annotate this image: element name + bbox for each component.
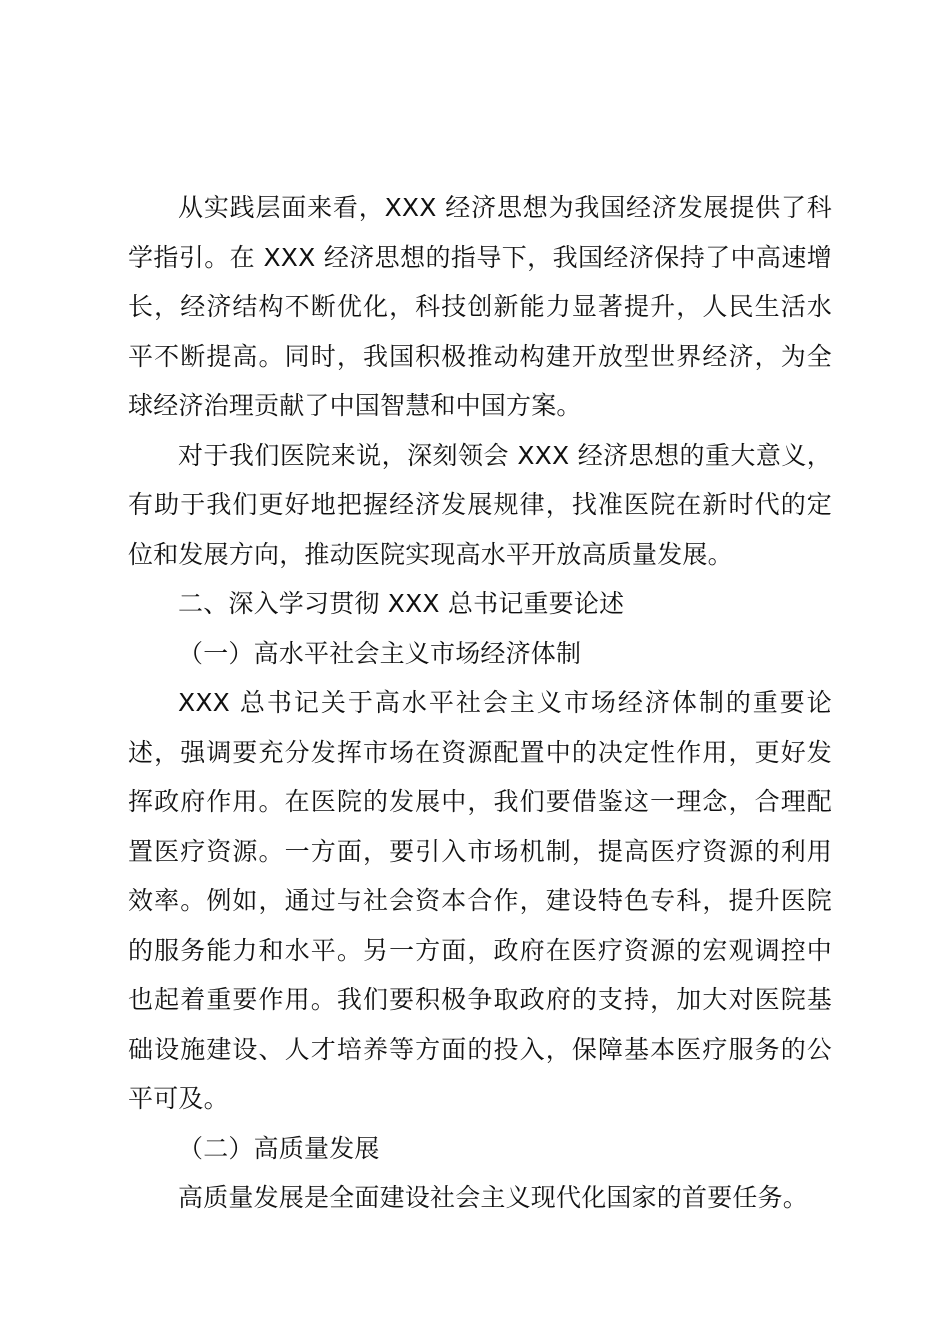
paragraph-hospital-significance: 对于我们医院来说，深刻领会 XXX 经济思想的重大意义，有助于我们更好地把握经济发展规律，找准医院在新时代的定位和发展方向，推动医院实现高水平开放高质量发展。 <box>128 440 832 569</box>
paragraph-market-economy: XXX 总书记关于高水平社会主义市场经济体制的重要论述，强调要充分发挥市场在资源配置中的决定性作用，更好发挥政府作用。在医院的发展中，我们要借鉴这一理念，合理配置医疗资源。一方面，要引入市场机制，提高医疗资源的利用效率。例如，通过与社会资本合作，建设特色专科，提升医院的服务能力和水平。另一方面，政府在医疗资源的宏观调控中也起着重要作用。我们要积极争取政府的支持，加大对医院基础设施建设、人才培养等方面的投入，保障基本医疗服务的公平可及。 <box>128 688 832 1113</box>
subsection-heading-2: （二）高质量发展 <box>178 1133 380 1163</box>
document-body <box>128 183 832 1223</box>
paragraph-high-quality: 高质量发展是全面建设社会主义现代化国家的首要任务。 <box>178 1183 809 1212</box>
subsection-heading-1: （一）高水平社会主义市场经济体制 <box>178 638 582 668</box>
section-heading-2: 二、深入学习贯彻 XXX 总书记重要论述 <box>178 589 625 618</box>
paragraph-practice: 从实践层面来看，XXX 经济思想为我国经济发展提供了科学指引。在 XXX 经济思想的指导下，我国经济保持了中高速增长，经济结构不断优化，科技创新能力显著提升，人民生活水平不断提高。同时，我国积极推动构建开放型世界经济，为全球经济治理贡献了中国智慧和中国方案。 <box>128 193 832 420</box>
